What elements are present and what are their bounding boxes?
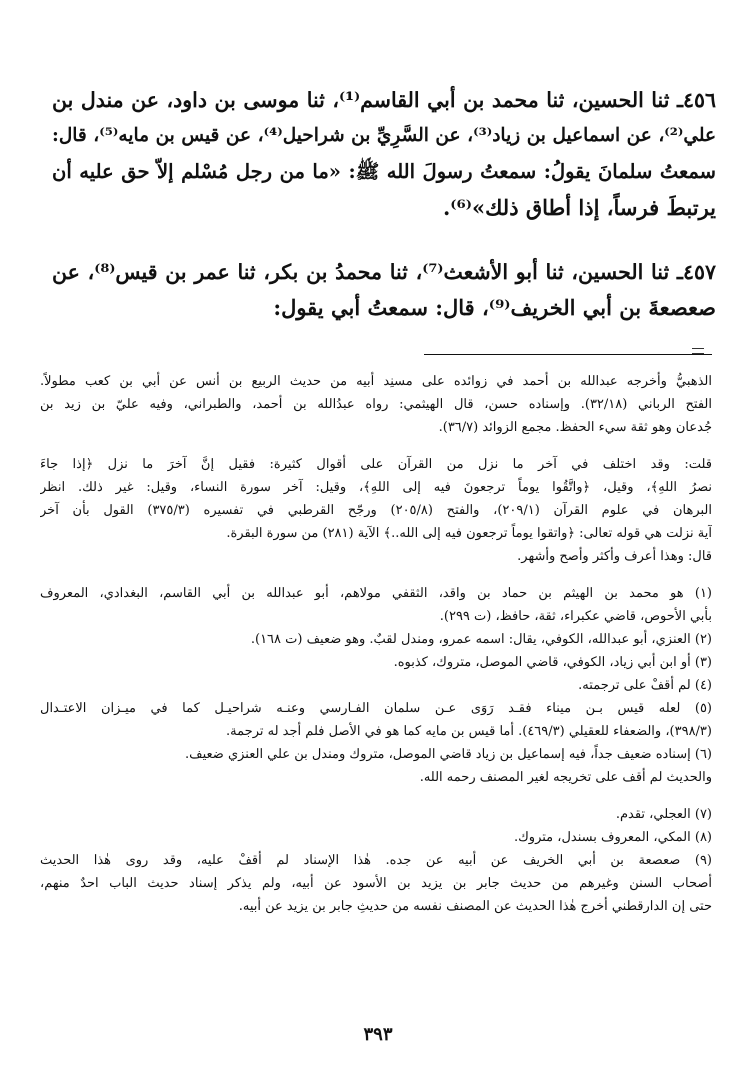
footnotes-456 bbox=[40, 582, 712, 789]
footnote-line: جُدعان وهو ثقة سيء الحفظ. مجمع الزوائد (٣٦/٧). bbox=[438, 420, 712, 435]
footnote-line: آية نزلت هي قوله تعالى: ﴿واتقوا يوماً ترجعون فيه إلى الله..﴾ الآية (٢٨١) من سورة البقرة. bbox=[226, 526, 712, 541]
footnotes-457 bbox=[40, 803, 712, 918]
footnote-line: الذهبيُّ وأخرجه عبدالله بن أحمد في زوائده على مسنِد أبيه من حديث الربيع بن أنس عن أبي بن كعب مطولاً. bbox=[40, 374, 712, 389]
footnotes bbox=[40, 370, 712, 932]
footnote-line: (٤) لم أقفْ على ترجمته. bbox=[578, 678, 712, 693]
hadith-line: ٤٥٧ـ ثنا الحسين، ثنا أبو الأشعث⁽⁷⁾، ثنا محمدُ بن بكر، ثنا عمر بن قيس⁽⁸⁾، عن bbox=[52, 260, 716, 284]
hadith-line: يرتبطَ فرساً، إذا أطاق ذلك»⁽⁶⁾. bbox=[442, 195, 716, 220]
hadith-line: علي⁽²⁾، عن اسماعيل بن زياد⁽³⁾، عن السَّرِيِّ بن شراحيل⁽⁴⁾، عن قيس بن مايه⁽⁵⁾، قال: bbox=[52, 125, 716, 146]
footnote-line: (٢) العنزي، أبو عبدالله، الكوفي، يقال: اسمه عمرو، ومندل لقبٌ. وهو ضعيف (ت ١٦٨). bbox=[250, 632, 712, 647]
footnote-commentary bbox=[40, 453, 712, 568]
hadith-457 bbox=[52, 254, 716, 326]
footnote-line: حتى إن الدارقطني أخرج هٰذا الحديث عن المصنف نفسه من حديثِ جابر بن يزيد عن أبيه. bbox=[238, 899, 712, 914]
footnote-line: (٦) إسناده ضعيف جداً، فيه إسماعيل بن زياد قاضي الموصل، متروك ومندل بن علي العنزي ضعيف. bbox=[184, 747, 712, 762]
footnote-line: نصرُ اللهِ﴾، وقيل، ﴿واتَّقُوا يوماً ترجعونَ فيه إلى اللهِ﴾، وقيل: آخر سورة النساء، وقيل: غير ذلك. انظر bbox=[40, 480, 712, 495]
hadith-line: سمعتُ سلمانَ يقولُ: سمعتُ رسولَ الله ﷺ: «ما من رجل مُسْلم إلاّ حق عليه أن bbox=[52, 160, 716, 183]
page-number: ٣٩٣ bbox=[363, 1024, 393, 1045]
footnote-line: الفتح الرباني (٣٢/١٨). وإسناده حسن، قال الهيثمي: رواه عبدُالله بن أحمد، والطبراني، وفيه عليّ بن زيد بن bbox=[40, 397, 712, 412]
hadith-456 bbox=[52, 82, 716, 226]
footnote-line: قلت: وقد اختلف في آخر ما نزل من القرآن على أقوال كثيرة: فقيل إنَّ آخرَ ما نزل ﴿إذا جاءَ bbox=[40, 457, 712, 472]
footnote-line: (٥) لعله قيس بـن ميناء فقـد رَوَى عـن سلمان الفـارسي وعنـه شراحيـل كما في ميـزان الاعتـدال bbox=[40, 701, 712, 716]
footnote-line: (٧) العجلي، تقدم. bbox=[615, 807, 712, 822]
footnote-continuation bbox=[40, 370, 712, 439]
footnote-line: بأبي الأحوص، قاضي عكبراء، ثقة، حافظ، (ت ٢٩٩). bbox=[439, 609, 712, 624]
footnote-line: (٩) صعصعة بن أبي الخريف عن أبيه عن جده. هٰذا الإسناد لم أقفْ عليه، وقد روى هٰذا الحديث bbox=[40, 853, 712, 868]
footnote-line: أصحاب السنن وغيرهم من حديث جابر بن يزيد بن الأسود عن أبيه، ولم يذكر إسناد حديث الباب احدٌ منهم، bbox=[40, 876, 712, 891]
footnote-line: (١) هو محمد بن الهيثم بن حماد بن واقد، الثقفي مولاهم، أبو عبدالله بن أبي القاسم، البغدادي، المعروف bbox=[40, 586, 712, 601]
footnote-line: (٣٩٨/٣)، والضعفاء للعقيلي (٤٦٩/٣). أما قيس بن مايه كما هو في الأصل فلم أجد له ترجمة. bbox=[226, 724, 712, 739]
footnote-line: (٣) أو ابن أبي زياد، الكوفي، قاضي الموصل، متروك، كذبوه. bbox=[393, 655, 712, 670]
margin-mark bbox=[692, 348, 704, 354]
footnote-line: البرهان في علوم القرآن (٢٠٩/١)، والفتح (٢٠٥/٨) ورجّح القرطبي في تفسيره (٣٧٥/٣) القول بأن آخر bbox=[40, 503, 712, 518]
footnote-line: (٨) المكي، المعروف بسندل، متروك. bbox=[513, 830, 712, 845]
hadith-line: صعصعةَ بن أبي الخريف⁽⁹⁾، قال: سمعتُ أبي يقول: bbox=[273, 295, 716, 320]
footnote-line: والحديث لم أقف على تخريجه لغير المصنف رحمه الله. bbox=[419, 770, 712, 785]
main-text bbox=[52, 82, 716, 326]
hadith-line: ٤٥٦ـ ثنا الحسين، ثنا محمد بن أبي القاسم⁽¹⁾، ثنا موسى بن داود، عن مندل بن bbox=[52, 88, 716, 112]
footnote-line: قال: وهذا أعرف وأكثر وأصح وأشهر. bbox=[517, 549, 712, 564]
footnote-separator bbox=[424, 354, 712, 355]
